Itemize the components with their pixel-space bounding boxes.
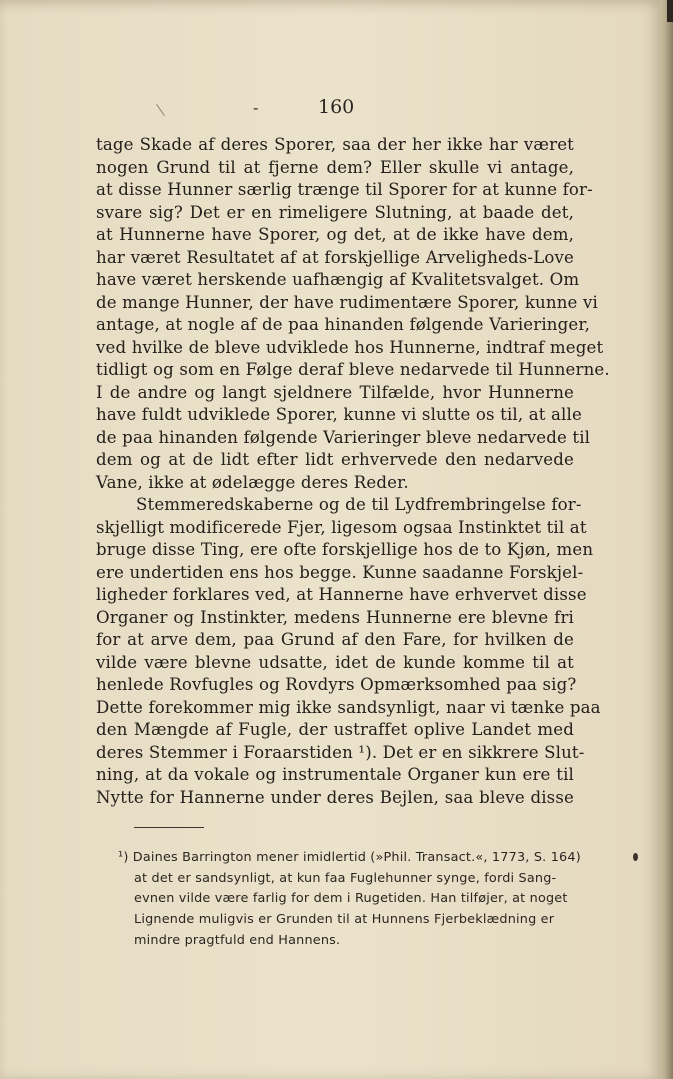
body-line: de mange Hunner, der have rudimentære Sporer, kunne vi <box>96 292 598 312</box>
footnote-line: ¹) Daines Barrington mener imidlertid (»Phil. Transact.«, 1773, S. 164) <box>118 850 581 865</box>
footnote-line: at det er sandsynligt, at kun faa Fuglehunner synge, fordi Sang- <box>134 870 557 886</box>
body-line: ligheder forklares ved, at Hannerne have erhvervet disse <box>96 585 587 604</box>
body-line: de paa hinanden følgende Varieringer bleve nedarvede til <box>96 427 591 447</box>
scratch-mark <box>156 104 165 116</box>
footnotes <box>118 848 581 952</box>
body-line: have fuldt udviklede Sporer, kunne vi slutte os til, at alle <box>96 405 582 424</box>
body-line: bruge disse Ting, ere ofte forskjellige hos de to Kjøn, men <box>96 540 594 559</box>
page-header-dash: - <box>253 98 259 117</box>
body-line: ere undertiden ens hos begge. Kunne saadanne Forskjel- <box>96 562 584 582</box>
footnote-line: evnen vilde være farlig for dem i Rugetiden. Han tilføjer, at noget <box>134 891 568 907</box>
body-line: antage, at nogle af de paa hinanden følgende Varieringer, <box>96 315 591 334</box>
footnote-line: mindre pragtfuld end Hannens. <box>134 932 341 948</box>
body-line: svare sig? Det er en rimeligere Slutning, at baade det, <box>96 202 574 222</box>
page-edge <box>660 0 673 1079</box>
body-line: ning, at da vokale og instrumentale Organer kun ere til <box>96 765 574 784</box>
page-number: 160 <box>318 96 355 118</box>
body-text <box>96 134 610 809</box>
body-line: skjelligt modificerede Fjer, ligesom ogsaa Instinktet til at <box>96 517 587 537</box>
binding-corner <box>667 0 673 22</box>
footnote-separator <box>134 827 204 828</box>
body-line-paragraph-end: Vane, ikke at ødelægge deres Reder. <box>96 472 409 492</box>
body-line: henlede Rovfugles og Rovdyrs Opmærksomhed paa sig? <box>96 675 577 694</box>
body-line: at disse Hunner særlig trænge til Sporer for at kunne for- <box>96 180 593 199</box>
body-line: dem og at de lidt efter lidt erhvervede den nedarvede <box>96 450 574 469</box>
body-line: deres Stemmer i Foraarstiden ¹). Det er en sikkrere Slut- <box>96 742 585 762</box>
body-line: Dette forekommer mig ikke sandsynligt, naar vi tænke paa <box>96 697 601 717</box>
body-line: have været herskende uafhængig af Kvalitetsvalget. Om <box>96 270 580 289</box>
body-line: at Hunnerne have Sporer, og det, at de ikke have dem, <box>96 225 574 244</box>
body-line: har været Resultatet af at forskjellige Arveligheds-Love <box>96 247 574 267</box>
ink-spot <box>633 853 638 861</box>
body-line: nogen Grund til at fjerne dem? Eller skulle vi antage, <box>96 157 574 177</box>
body-line-paragraph-start: Stemmeredskaberne og de til Lydfrembringelse for- <box>136 495 582 514</box>
body-line: Organer og Instinkter, medens Hunnerne ere blevne fri <box>96 607 574 627</box>
body-line: I de andre og langt sjeldnere Tilfælde, hvor Hunnerne <box>96 382 574 402</box>
body-line: for at arve dem, paa Grund af den Fare, for hvilken de <box>96 630 574 649</box>
body-line: tidligt og som en Følge deraf bleve nedarvede til Hunnerne. <box>96 360 610 379</box>
body-line: Nytte for Hannerne under deres Bejlen, saa bleve disse <box>96 787 574 807</box>
body-line: tage Skade af deres Sporer, saa der her ikke har været <box>96 135 574 154</box>
footnote-line: Lignende muligvis er Grunden til at Hunnens Fjerbeklædning er <box>134 912 555 928</box>
body-line: den Mængde af Fugle, der ustraffet oplive Landet med <box>96 720 574 739</box>
body-line: ved hvilke de bleve udviklede hos Hunnerne, indtraf meget <box>96 337 604 357</box>
body-line: vilde være blevne udsatte, idet de kunde komme til at <box>96 652 574 672</box>
